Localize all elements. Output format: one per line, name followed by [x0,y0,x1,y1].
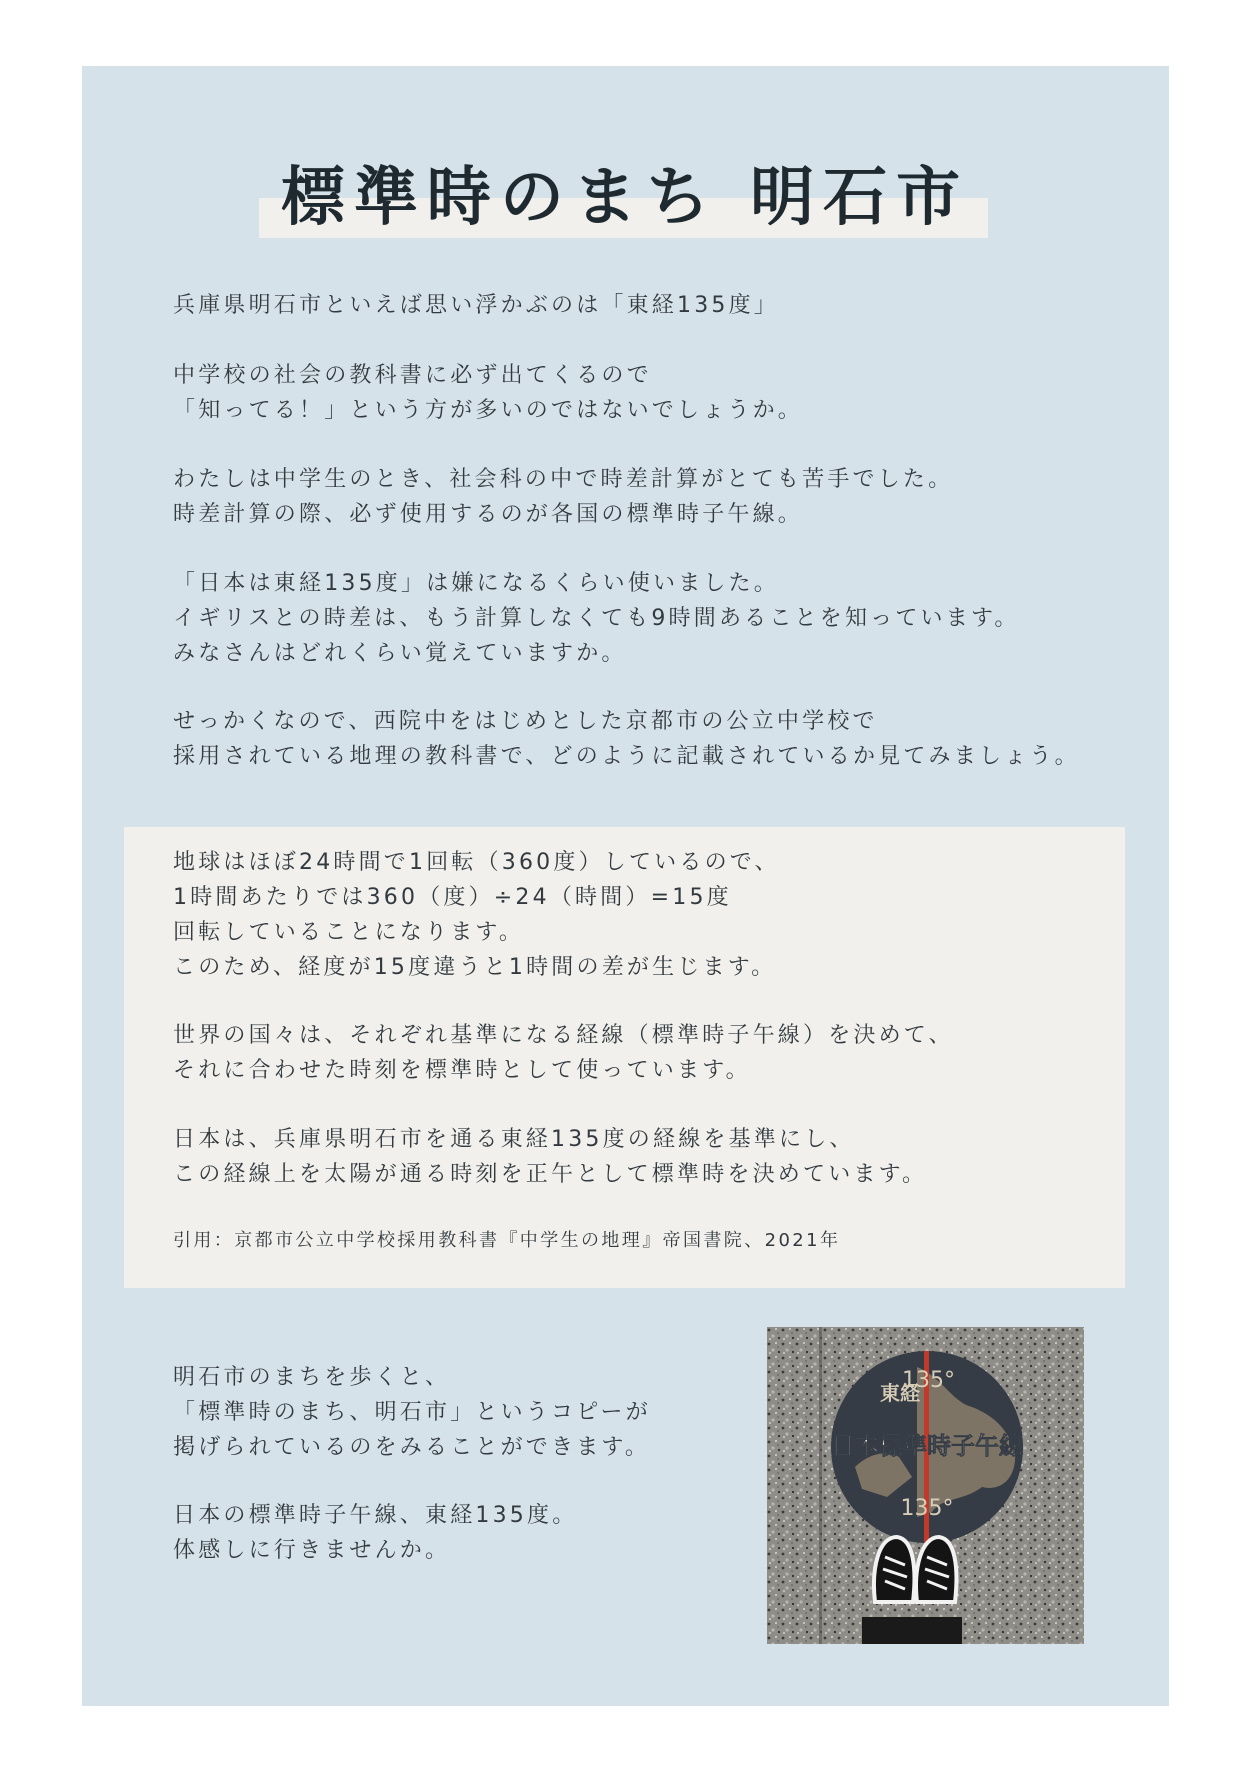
quote-paragraph-1: 地球はほぼ24時間で1回転（360度）しているので、 1時間あたりでは360（度）÷24（時間）=15度 回転していることになります。 このため、経度が15度違うと1時間の差が生じます。 [173,850,780,980]
plate-top-label: 東経 [880,1381,920,1405]
intro-paragraph-4: 「日本は東経135度」は嫌になるくらい使いました。 イギリスとの時差は、もう計算しなくても9時間あることを知っています。 みなさんはどれくらい覚えていますか。 [173,571,1020,666]
intro-paragraph-3: わたしは中学生のとき、社会科の中で時差計算がとても苦手でした。 時差計算の際、必ず使用するのが各国の標準時子午線。 [173,467,954,527]
closing-paragraph-1: 明石市のまちを歩くと、 「標準時のまち、明石市」というコピーが 掲げられているのをみることができます。 [173,1365,651,1460]
page-title: 標準時のまち 明石市 [280,161,970,235]
intro-paragraph-1: 兵庫県明石市といえば思い浮かぶのは「東経135度」 [173,293,779,318]
plate-center-label: 日本標準時子午線 [831,1432,1023,1460]
intro-paragraph-5: せっかくなので、西院中をはじめとした京都市の公立中学校で 採用されている地理の教科書で、どのように記載されているか見てみましょう。 [173,709,1080,769]
meridian-plate-photo [767,1327,1084,1644]
plate-bottom-degree: 135° [900,1496,954,1521]
plate-top-degree: 135° [902,1368,955,1393]
meridian-plate-illustration [767,1327,1084,1644]
quote-paragraph-2: 世界の国々は、それぞれ基準になる経線（標準時子午線）を決めて、 それに合わせた時刻を標準時として使っています。 [173,1023,954,1083]
sneakers [862,1537,962,1644]
intro-paragraph-2: 中学校の社会の教科書に必ず出てくるので 「知ってる！」という方が多いのではないでしょうか。 [173,363,804,423]
citation: 引用：京都市公立中学校採用教科書『中学生の地理』帝国書院、2021年 [173,1230,841,1251]
closing-paragraph-2: 日本の標準時子午線、東経135度。 体感しに行きませんか。 [173,1503,578,1563]
quote-paragraph-3: 日本は、兵庫県明石市を通る東経135度の経線を基準にし、 この経線上を太陽が通る時刻を正午として標準時を決めています。 [173,1127,928,1187]
